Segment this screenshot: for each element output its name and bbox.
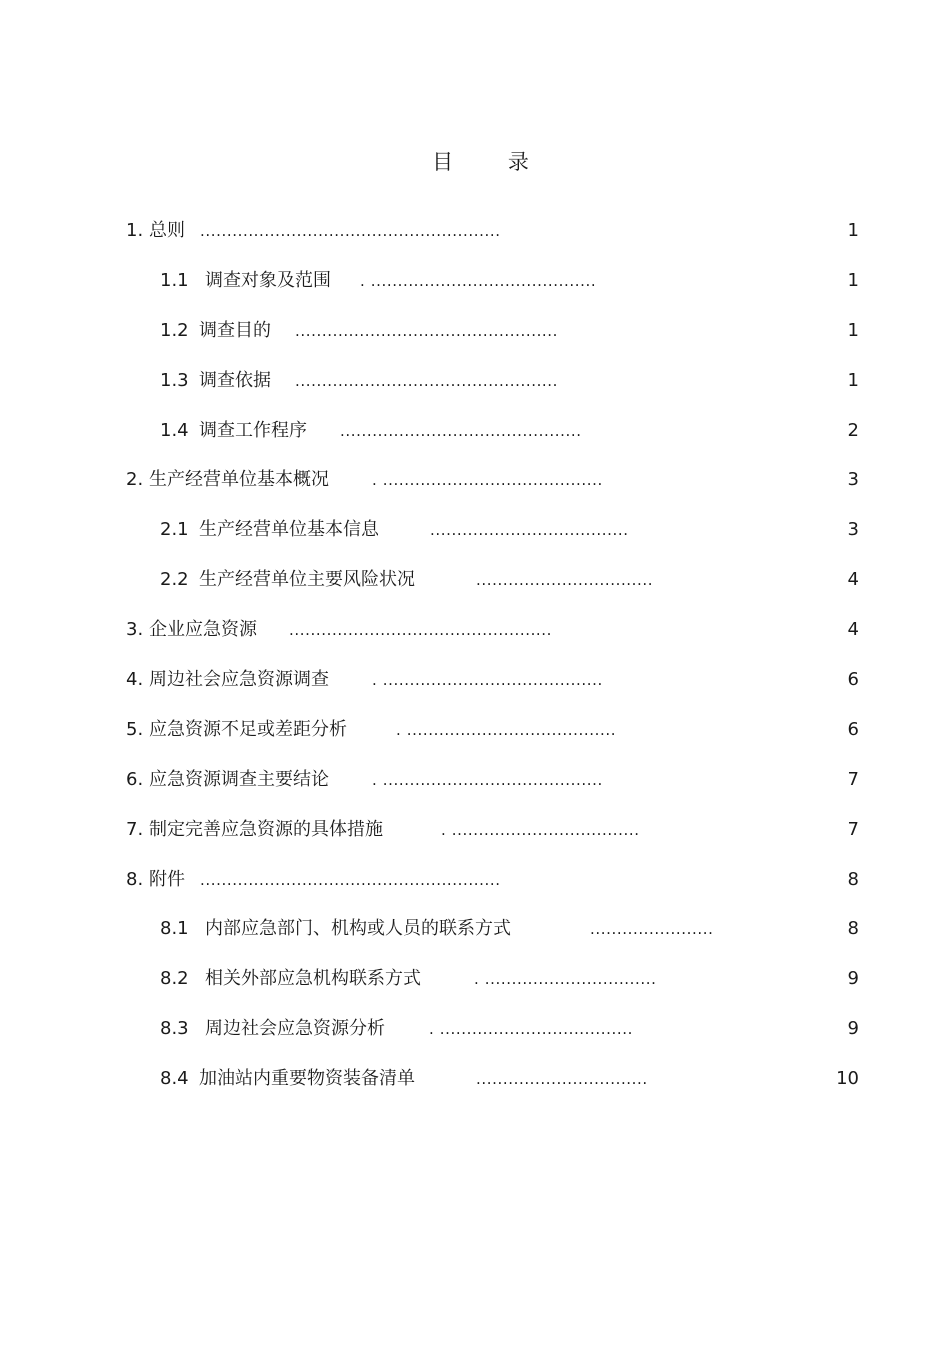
toc-title: 调查依据: [199, 369, 271, 391]
toc-title: 企业应急资源: [149, 619, 257, 641]
toc-title: 附件: [149, 868, 185, 890]
toc-title: 生产经营单位主要风险状况: [199, 569, 415, 591]
toc-leader: . .........................................: [372, 671, 603, 690]
toc-leader: . ................................: [474, 970, 657, 989]
toc-title: 应急资源调查主要结论: [149, 768, 329, 790]
toc-title: 调查对象及范围: [205, 269, 331, 291]
toc-entry[interactable]: [0, 266, 950, 316]
toc-title: 总则: [149, 220, 185, 241]
toc-page-number: 7: [847, 818, 859, 840]
toc-entry[interactable]: [0, 416, 950, 466]
toc-entry[interactable]: [0, 865, 950, 915]
toc-leader: .......................: [590, 920, 714, 939]
toc-leader: .................................................: [289, 621, 553, 640]
toc-entry[interactable]: [0, 1014, 950, 1064]
toc-entry[interactable]: [0, 465, 950, 515]
toc-title: 相关外部应急机构联系方式: [205, 968, 421, 990]
toc-number: 6.: [126, 768, 149, 790]
toc-title: 内部应急部门、机构或人员的联系方式: [205, 918, 511, 940]
toc-leader: . ..........................................: [360, 271, 597, 290]
toc-entry[interactable]: [0, 316, 950, 366]
toc-number: 2.: [126, 469, 149, 491]
toc-leader: .................................: [476, 571, 654, 590]
toc-number: 1.4: [160, 419, 189, 441]
toc-number: 2.1: [160, 519, 189, 541]
toc-title: 调查工作程序: [199, 419, 307, 441]
toc-page-number: 8: [847, 918, 859, 940]
toc-number: 1.3: [160, 369, 189, 391]
toc-page-number: 1: [847, 220, 859, 241]
toc-entry[interactable]: [0, 964, 950, 1014]
toc-entry[interactable]: [0, 765, 950, 815]
toc-title: 周边社会应急资源调查: [149, 669, 329, 691]
toc-entry[interactable]: [0, 665, 950, 715]
toc-page-number: 8: [847, 868, 859, 890]
toc-page-number: 3: [847, 519, 859, 541]
toc-page-number: 10: [836, 1068, 859, 1090]
toc-number: 8.4: [160, 1068, 189, 1090]
toc-number: 1.: [126, 220, 149, 241]
toc-title: 周边社会应急资源分析: [205, 1018, 385, 1040]
toc-leader: . .......................................: [396, 720, 617, 739]
toc-leader: . ...................................: [441, 820, 640, 839]
toc-number: 7.: [126, 818, 149, 840]
toc-page-number: 3: [847, 469, 859, 491]
toc-number: 8.: [126, 868, 149, 890]
table-of-contents: [0, 216, 950, 1114]
toc-page-number: 4: [847, 619, 859, 641]
toc-leader: . .........................................: [372, 471, 603, 490]
toc-page-number: 6: [847, 669, 859, 691]
toc-number: 8.1: [160, 918, 189, 940]
toc-number: 1.2: [160, 319, 189, 341]
toc-title: 加油站内重要物资装备清单: [199, 1068, 415, 1090]
toc-leader: .....................................: [430, 521, 629, 540]
toc-leader: ........................................................: [200, 222, 501, 240]
toc-title: 调查目的: [199, 319, 271, 341]
toc-number: 1.1: [160, 269, 189, 291]
toc-page-number: 7: [847, 768, 859, 790]
toc-number: 3.: [126, 619, 149, 641]
toc-entry[interactable]: [0, 615, 950, 665]
toc-entry[interactable]: [0, 815, 950, 865]
toc-page-number: 9: [847, 968, 859, 990]
toc-leader: ........................................................: [200, 870, 501, 889]
toc-page-number: 1: [847, 369, 859, 391]
toc-entry[interactable]: [0, 715, 950, 765]
toc-page-number: 1: [847, 319, 859, 341]
toc-page-number: 6: [847, 718, 859, 740]
toc-title: 生产经营单位基本信息: [199, 519, 379, 541]
toc-leader: .................................................: [295, 321, 559, 340]
toc-entry[interactable]: [0, 515, 950, 565]
toc-title: 制定完善应急资源的具体措施: [149, 818, 383, 840]
toc-leader: . ....................................: [429, 1020, 633, 1039]
toc-leader: ................................: [476, 1070, 648, 1089]
toc-leader: . .........................................: [372, 770, 603, 789]
toc-number: 2.2: [160, 569, 189, 591]
toc-page-number: 1: [847, 269, 859, 291]
toc-page-number: 4: [847, 569, 859, 591]
toc-entry[interactable]: [0, 914, 950, 964]
toc-entry[interactable]: [0, 565, 950, 615]
toc-entry[interactable]: [0, 216, 950, 266]
toc-number: 8.3: [160, 1018, 189, 1040]
toc-page-number: 2: [847, 419, 859, 441]
toc-number: 4.: [126, 669, 149, 691]
toc-number: 8.2: [160, 968, 189, 990]
toc-page-number: 9: [847, 1018, 859, 1040]
toc-entry[interactable]: [0, 1064, 950, 1114]
toc-number: 5.: [126, 718, 149, 740]
toc-leader: .............................................: [340, 421, 582, 440]
page-title: 目 录: [432, 150, 553, 174]
toc-leader: .................................................: [295, 371, 559, 390]
toc-title: 应急资源不足或差距分析: [149, 718, 347, 740]
toc-entry[interactable]: [0, 366, 950, 416]
toc-title: 生产经营单位基本概况: [149, 469, 329, 491]
